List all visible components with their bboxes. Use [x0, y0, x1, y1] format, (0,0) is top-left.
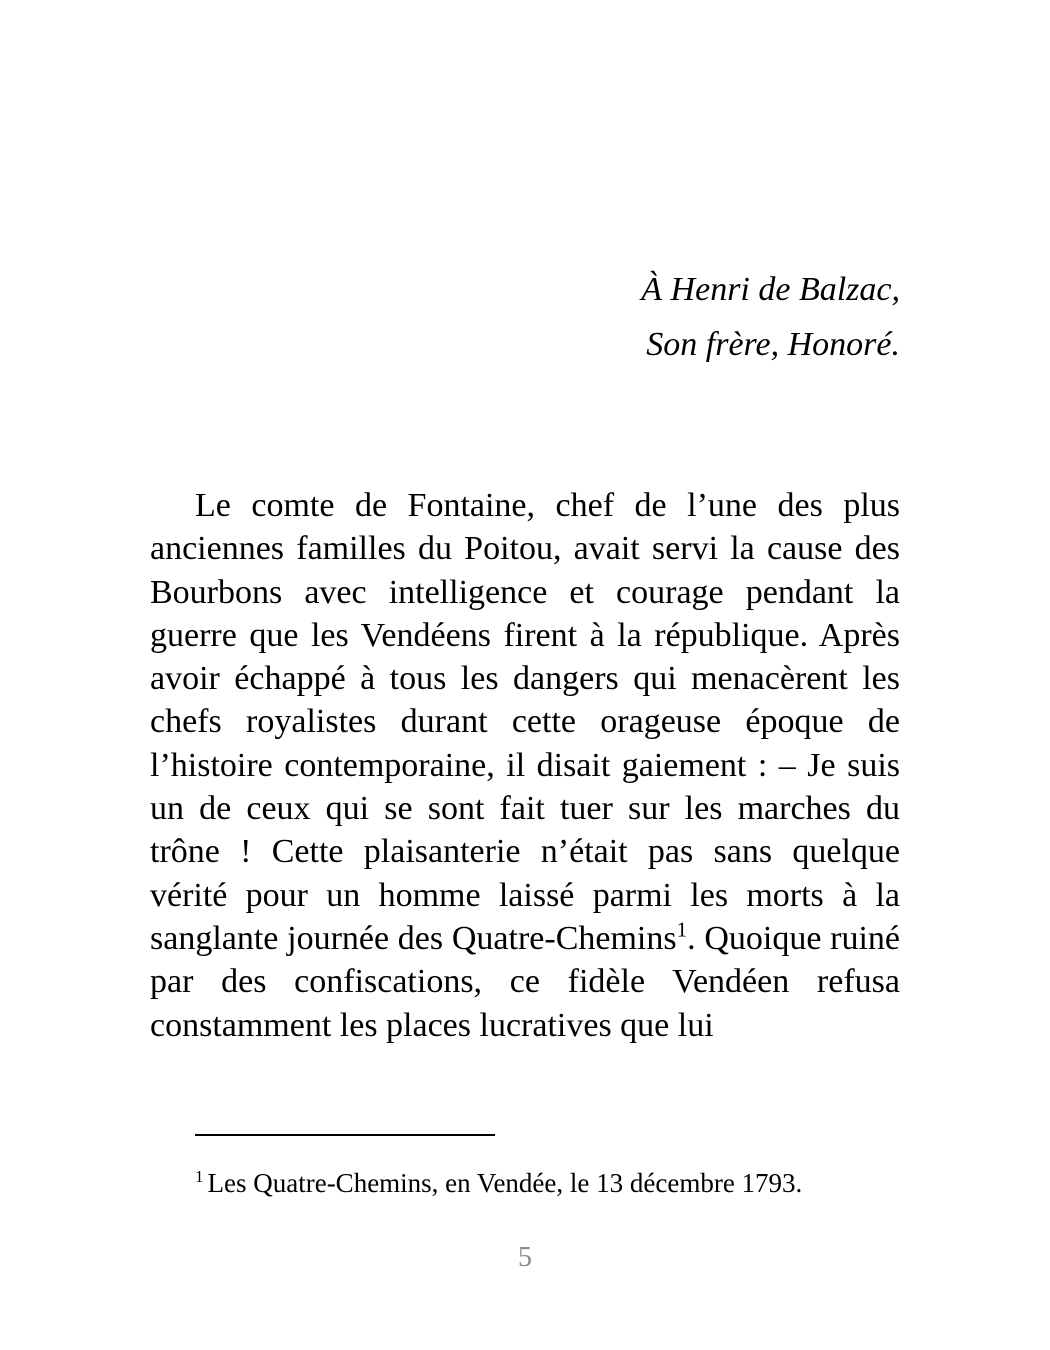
footnote-marker: 1 — [195, 1167, 204, 1186]
dedication-line-2: Son frère, Honoré. — [646, 326, 900, 363]
footnote-divider — [195, 1134, 495, 1136]
body-text-after-note: . Quoique ruiné par des confiscations, ce fidèle Vendéen refusa constamment les places lucratives que lui — [150, 919, 901, 1044]
body-text-before-note: Le comte de Fontaine, chef de l’une des plus anciennes familles du Poitou, avait servi la cause des Bourbons avec intelligence et courage pendant la guerre que les Vendéens firent à la république. Après avoir échappé à tous les dangers qui menacèrent les chefs royalistes durant cette orageuse époque de l’histoire contemporaine, il disait gaiement : – Je suis un de ceux qui se sont fait tuer sur les marches du trône ! Cette plaisanterie n’était pas sans quelque vérité pour un homme laissé parmi les morts à la sanglante journée des Quatre-Chemins — [150, 487, 900, 957]
dedication — [150, 262, 900, 372]
dedication-line-1: À Henri de Balzac, — [641, 271, 900, 308]
body-paragraph — [150, 484, 900, 1047]
footnote-text: Les Quatre-Chemins, en Vendée, le 13 décembre 1793. — [207, 1168, 803, 1198]
footnote-reference[interactable]: 1 — [676, 917, 688, 942]
page-number: 5 — [518, 1242, 532, 1273]
footnote — [195, 1163, 900, 1203]
